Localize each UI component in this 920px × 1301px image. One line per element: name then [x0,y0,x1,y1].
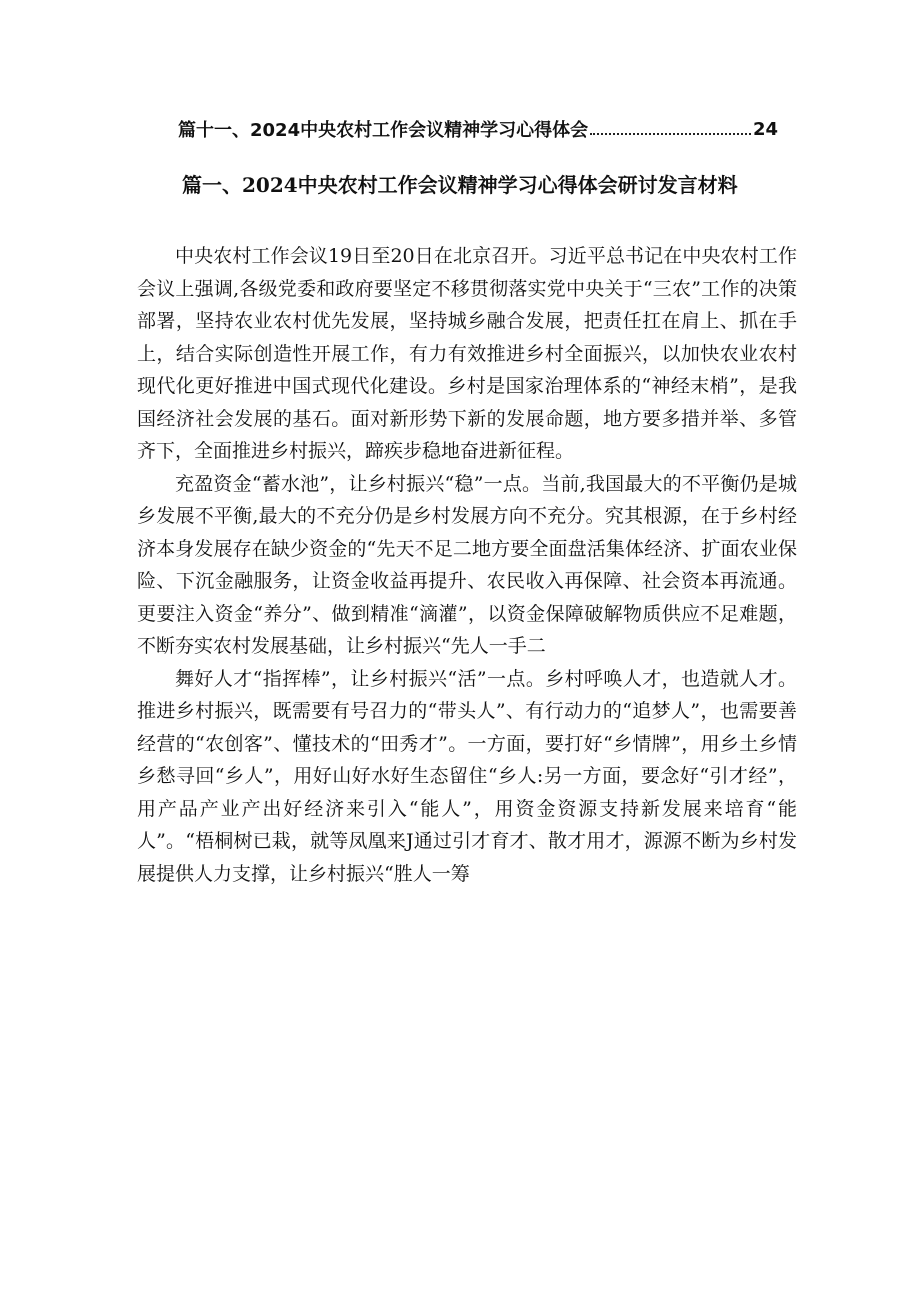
article-body [137,240,797,890]
paragraph-3: 舞好人才“指挥棒”，让乡村振兴“活”一点。乡村呼唤人才，也造就人才。推进乡村振兴，既需要有号召力的“带头人”、有行动力的“追梦人”，也需要善经营的“农创客”、懂技术的“田秀才”。一方面，要打好“乡情牌”，用乡土乡情乡愁寻回“乡人”，用好山好水好生态留住“乡人:另一方面，要念好“引才经”，用产品产业产出好经济来引入“能人”，用资金资源支持新发展来培育“能人”。“梧桐树已栽，就等凤凰来J通过引才育才、散才用才，源源不断为乡村发展提供人力支撑，让乡村振兴“胜人一筹 [137,667,797,885]
toc-dot-leader [590,133,751,135]
toc-entry-title: 篇十一、2024中央农村工作会议精神学习心得体会 [178,120,589,141]
paragraph-1: 中央农村工作会议19日至20日在北京召开。习近平总书记在中央农村工作会议上强调,各级党委和政府要坚定不移贯彻落实党中央关于“三农”工作的决策部署，坚持农业农村优先发展，坚持城乡融合发展，把责任扛在肩上、抓在手上，结合实际创造性开展工作，有力有效推进乡村全面振兴，以加快农业农村现代化更好推进中国式现代化建设。乡村是国家治理体系的“神经末梢”，是我国经济社会发展的基石。面对新形势下新的发展命题，地方要多措并举、多管齐下，全面推进乡村振兴，蹄疾步稳地奋进新征程。 [137,245,797,462]
toc-entry-page: 24 [752,118,778,140]
paragraph-2: 充盈资金“蓄水池”，让乡村振兴“稳”一点。当前,我国最大的不平衡仍是城乡发展不平衡,最大的不充分仍是乡村发展方向不充分。究其根源，在于乡村经济本身发展存在缺少资金的“先天不足二地方要全面盘活集体经济、扩面农业保险、下沉金融服务，让资金收益再提升、农民收入再保障、社会资本再流通。更要注入资金“养分”、做到精准“滴灌”，以资金保障破解物质供应不足难题，不断夯实农村发展基础，让乡村振兴“先人一手二 [137,472,797,657]
toc-entry[interactable] [178,114,778,144]
section-heading: 篇一、2024中央农村工作会议精神学习心得体会研讨发言材料 [182,173,738,197]
